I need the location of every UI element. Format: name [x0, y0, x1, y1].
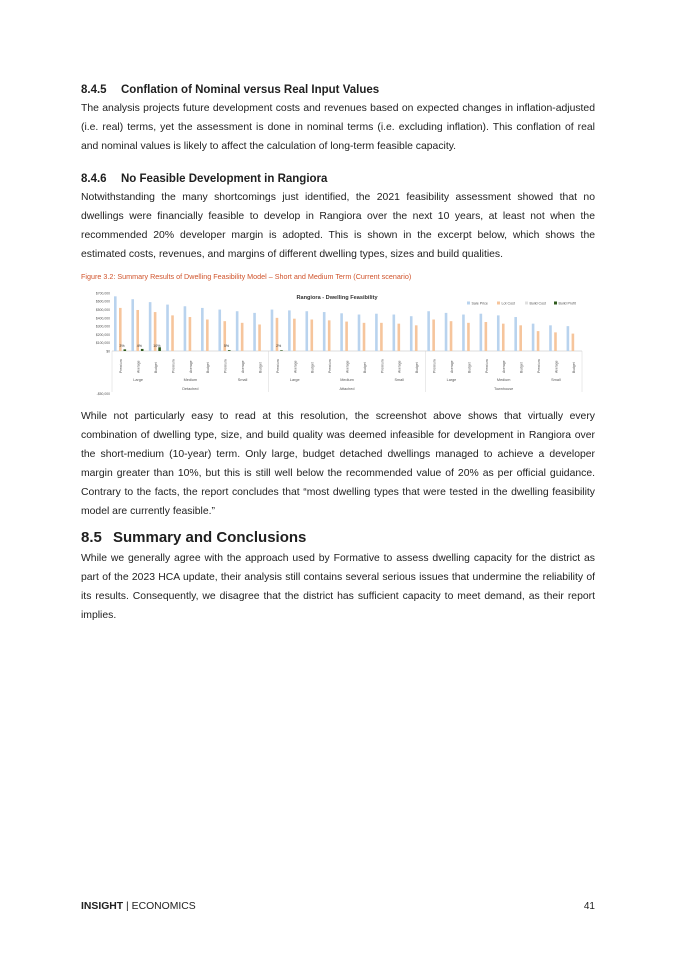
bar-lot-cost — [328, 320, 331, 351]
size-label: Large — [446, 378, 457, 382]
legend-label: Build Cost — [529, 301, 546, 306]
bar-lot-cost — [554, 332, 557, 351]
data-label: 4% — [136, 344, 143, 348]
page-number: 41 — [583, 901, 595, 912]
brand-bold: INSIGHT — [81, 901, 124, 912]
bar-sale-price — [427, 311, 430, 351]
feasibility-chart — [95, 287, 594, 396]
section-number: 8.4.6 — [81, 173, 107, 185]
section-title: Summary and Conclusions — [113, 529, 307, 546]
bar-sale-price — [480, 314, 483, 351]
x-tick-label: Budget — [467, 362, 472, 373]
x-tick-label: Budget — [154, 362, 159, 373]
x-tick-label: Average — [345, 360, 350, 373]
bar-sale-price — [305, 311, 308, 351]
bar-sale-price — [514, 317, 517, 351]
bar-lot-cost — [467, 323, 470, 351]
bar-lot-cost — [345, 322, 348, 351]
bar-sale-price — [532, 324, 535, 351]
bar-sale-price — [567, 326, 570, 351]
bar-lot-cost — [572, 334, 575, 351]
x-tick-label: Average — [136, 360, 141, 373]
heading-8-4-5 — [81, 84, 379, 96]
section-title: Conflation of Nominal versus Real Input Values — [121, 84, 380, 96]
paragraph-8-5: While we generally agree with the approach used by Formative to assess dwelling capacity for the district as part of the 2023 HCA update, their analysis still contains several serious issues that undermine the reliability of its results. Consequently, we disagree that the district has sufficient capacity to meet demand, as their report implies. — [81, 553, 595, 621]
type-label: Townhouse — [494, 387, 514, 391]
y-tick-label: $200,000 — [95, 332, 110, 337]
bar-lot-cost — [415, 325, 418, 351]
bar-build-profit — [141, 349, 144, 351]
y-tick-label: -$50,000 — [96, 392, 110, 396]
bar-lot-cost — [293, 319, 296, 351]
bar-sale-price — [445, 313, 448, 351]
x-tick-label: Budget — [258, 362, 263, 373]
bar-lot-cost — [432, 320, 435, 351]
bar-lot-cost — [485, 322, 488, 351]
y-tick-label: $600,000 — [95, 299, 110, 304]
x-tick-label: Premium — [171, 359, 176, 373]
bar-sale-price — [271, 310, 274, 351]
bar-build-profit — [124, 349, 127, 351]
size-label: Medium — [340, 378, 354, 382]
y-tick-label: $300,000 — [95, 324, 110, 329]
bar-sale-price — [358, 315, 361, 351]
bar-sale-price — [410, 316, 413, 351]
bar-sale-price — [253, 313, 256, 351]
size-label: Large — [289, 378, 300, 382]
x-tick-label: Budget — [206, 362, 211, 373]
x-tick-label: Budget — [519, 362, 524, 373]
size-label: Small — [551, 378, 561, 382]
bar-sale-price — [166, 305, 169, 351]
legend-swatch — [467, 302, 470, 305]
y-tick-label: $400,000 — [95, 316, 110, 321]
bar-lot-cost — [450, 321, 453, 351]
type-label: Detached — [182, 387, 199, 391]
x-tick-label: Average — [502, 360, 507, 373]
size-label: Small — [394, 378, 404, 382]
x-tick-label: Premium — [484, 359, 489, 373]
x-tick-label: Premium — [328, 359, 333, 373]
bar-lot-cost — [171, 315, 174, 351]
paragraph-8-4-5: The analysis projects future development costs and revenues based on expected changes in inflation-adjusted (i.e. real) terms, yet the assessment is done in nominal terms (i.e. excluding inflation). This conflation of real and nominal values is likely to affect the calculation of long-term feasible capacity. — [81, 103, 595, 152]
x-tick-label: Premium — [432, 359, 437, 373]
x-tick-label: Budget — [310, 362, 315, 373]
heading-8-4-6 — [81, 173, 327, 185]
paragraph-after-figure: While not particularly easy to read at this resolution, the screenshot above shows that virtually every combination of dwelling type, size, and build quality was deemed infeasible for development in Rangiora over the short-medium (10-year) term. Only large, budget detached dwellings managed to achieve a developer margin greater than 10%, but this is still well below the recommended value of 20% as per official guidance. Contrary to the facts, the report concludes that “most dwelling types that were tested in the dwelling feasibility model are currently feasible.” — [81, 411, 595, 517]
bar-lot-cost — [206, 320, 209, 351]
data-label: 5% — [223, 344, 230, 348]
bar-lot-cost — [258, 324, 261, 351]
bar-sale-price — [114, 296, 117, 351]
heading-8-5 — [81, 529, 306, 546]
bar-lot-cost — [502, 324, 505, 351]
x-tick-label: Average — [293, 360, 298, 373]
bar-sale-price — [323, 312, 326, 351]
x-tick-label: Premium — [380, 359, 385, 373]
data-label: 10% — [153, 344, 161, 348]
data-label: 2% — [276, 344, 282, 348]
data-label: 3% — [119, 344, 125, 348]
footer-brand — [81, 901, 196, 912]
legend-swatch — [554, 302, 557, 305]
x-tick-label: Average — [554, 360, 559, 373]
bar-lot-cost — [241, 323, 244, 351]
y-tick-label: $500,000 — [95, 307, 110, 312]
size-label: Small — [237, 378, 248, 382]
x-tick-label: Average — [241, 360, 246, 373]
bar-lot-cost — [537, 331, 540, 351]
bar-lot-cost — [398, 324, 401, 351]
chart-svg — [95, 287, 594, 396]
x-tick-label: Budget — [362, 362, 367, 373]
legend-label: Build Profit — [558, 301, 576, 306]
x-tick-label: Premium — [119, 359, 124, 373]
y-tick-label: $700,000 — [95, 291, 110, 296]
legend-swatch — [525, 302, 528, 305]
size-label: Medium — [183, 378, 198, 382]
x-tick-label: Premium — [223, 359, 228, 373]
bar-sale-price — [340, 313, 343, 351]
bar-lot-cost — [380, 323, 383, 351]
figure-caption: Figure 3.2: Summary Results of Dwelling Feasibility Model – Short and Medium Term (Current scenario) — [81, 272, 412, 281]
bar-sale-price — [218, 310, 221, 351]
bar-build-profit — [280, 350, 283, 351]
size-label: Large — [133, 378, 143, 382]
x-tick-label: Average — [397, 360, 402, 373]
bar-sale-price — [201, 308, 204, 351]
bar-sale-price — [131, 299, 134, 351]
y-tick-label: $100,000 — [95, 341, 110, 346]
x-tick-label: Premium — [275, 359, 280, 373]
bar-sale-price — [236, 311, 239, 351]
bar-lot-cost — [189, 317, 192, 351]
x-tick-label: Average — [188, 360, 193, 373]
section-title: No Feasible Development in Rangiora — [121, 173, 328, 185]
x-tick-label: Budget — [415, 362, 420, 373]
y-tick-label: $0 — [106, 349, 110, 354]
type-label: Attached — [339, 387, 355, 391]
bar-lot-cost — [519, 325, 522, 351]
legend-label: Lot Cost — [501, 301, 515, 306]
bar-sale-price — [462, 315, 465, 351]
bar-sale-price — [149, 302, 152, 351]
x-tick-label: Budget — [571, 362, 576, 373]
paragraph-8-4-6: Notwithstanding the many shortcomings just identified, the 2021 feasibility assessment showed that no dwellings were financially feasible to develop in Rangiora over the next 10 years, at least not when the recommended 20% developer margin is adopted. This is shown in the excerpt below, which shows the estimated costs, revenues, and margins of different dwelling types, sizes and build qualities. — [81, 192, 595, 260]
bar-sale-price — [549, 325, 552, 351]
chart-title: Rangiora - Dwelling Feasibility — [296, 295, 378, 301]
bar-sale-price — [184, 306, 187, 351]
x-tick-label: Premium — [536, 359, 541, 373]
legend-swatch — [497, 302, 500, 305]
brand-separator: | — [126, 901, 129, 912]
size-label: Medium — [496, 378, 511, 382]
bar-build-profit — [228, 350, 231, 351]
bar-sale-price — [375, 314, 378, 351]
section-number: 8.4.5 — [81, 84, 107, 96]
bar-sale-price — [497, 315, 500, 351]
legend-label: Sale Price — [471, 301, 488, 306]
bar-lot-cost — [310, 320, 313, 351]
brand-rest: ECONOMICS — [131, 901, 196, 912]
x-tick-label: Average — [449, 360, 454, 373]
bar-lot-cost — [363, 323, 366, 351]
section-number: 8.5 — [81, 529, 102, 546]
bar-sale-price — [288, 310, 291, 351]
bar-sale-price — [393, 315, 396, 351]
